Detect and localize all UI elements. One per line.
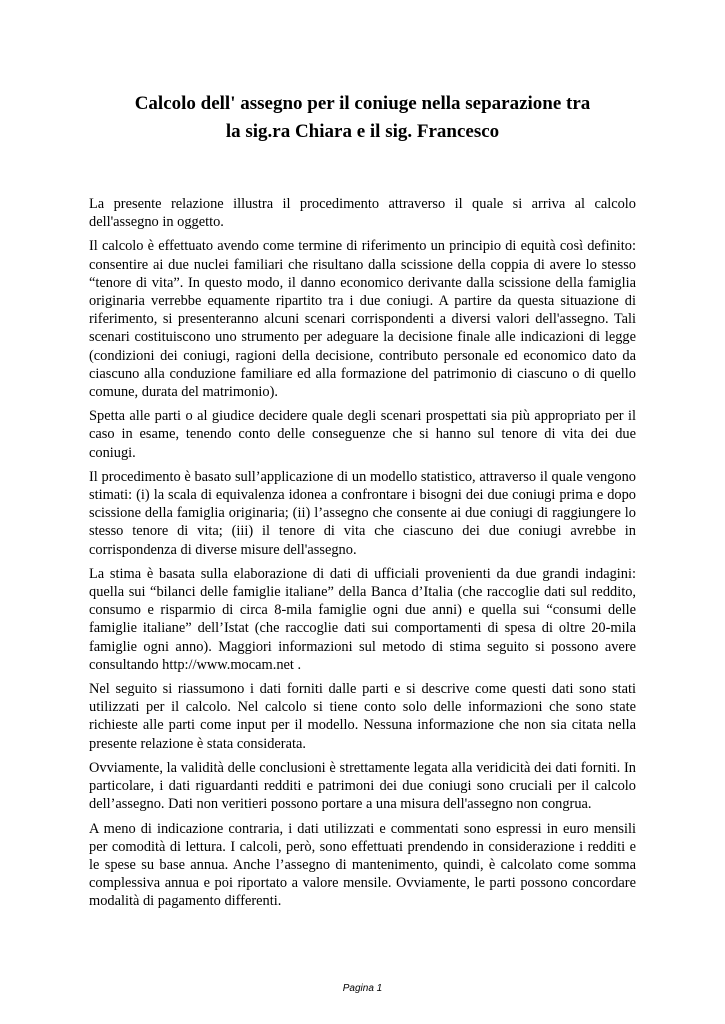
paragraph-data-sources: La stima è basata sulla elaborazione di dati di ufficiali provenienti da due grandi indagini: quella sui “bilanci delle famiglie italiane” della Banca d’Italia (che raccoglie dati sul reddito, consumo e risparmio di circa 8-mila famiglie ogni due anni) e quella sui “consumi delle famiglie italiane” dell’Istat (che raccoglie dati sui comportamenti di spesa di oltre 20-mila famiglie ogni anno). Maggiori informazioni sul metodo di stima seguito si possono avere consultando http://www.mocam.net . (89, 565, 636, 673)
page-number: Pagina 1 (342, 983, 383, 994)
paragraph-statistical-model: Il procedimento è basato sull’applicazione di un modello statistico, attraverso il quale vengono stimati: (i) la scala di equivalenza idonea a confrontare i bisogni dei due coniugi prima e dopo scissione della famiglia originaria; (ii) l’assegno che consente ai due coniugi di raggiungere lo stesso tenore di vita; (iii) il tenore di vita che ciascuno dei due coniugi avrebbe in corrispondenza di diverse misure dell'assegno. (89, 468, 636, 558)
paragraph-monthly-values: A meno di indicazione contraria, i dati utilizzati e commentati sono espressi in euro mensili per comodità di lettura. I calcoli, però, sono effettuati prendendo in considerazione i redditi e le spese su base annua. Anche l’assegno di mantenimento, quindi, è calcolato come somma complessiva annua e poi riportato a valore mensile. Ovviamente, le parti possono concordare modalità di pagamento differenti. (89, 820, 636, 910)
title-line-2: la sig.ra Chiara e il sig. Francesco (225, 121, 500, 142)
paragraph-data-summary: Nel seguito si riassumono i dati forniti dalle parti e si descrive come questi dati sono stati utilizzati per il calcolo. Nel calcolo si tiene conto solo delle informazioni che sono state richieste alle parti come input per il modello. Nessuna informazione che non sia citata nella presente relazione è stata considerata. (89, 681, 636, 752)
document-body (89, 195, 636, 917)
paragraph-intro: La presente relazione illustra il procedimento attraverso il quale si arriva al calcolo dell'assegno in oggetto. (89, 196, 636, 231)
document-title (70, 90, 655, 146)
paragraph-scenarios: Spetta alle parti o al giudice decidere quale degli scenari prospettati sia più appropriato per il caso in esame, tenendo conto delle conseguenze che si hanno sul tenore di vita dei due coniugi. (89, 408, 636, 461)
paragraph-validity: Ovviamente, la validità delle conclusioni è strettamente legata alla veridicità dei dati forniti. In particolare, i dati riguardanti redditi e patrimoni dei due coniugi sono cruciali per il calcolo dell’assegno. Dati non veritieri possono portare a una misura dell'assegno non congrua. (89, 759, 636, 813)
paragraph-equity-principle: Il calcolo è effettuato avendo come termine di riferimento un principio di equità così definito: consentire ai due nuclei familiari che risultano dalla scissione della coppia di avere lo stesso “tenore di vita”. In questo modo, il danno economico derivante dalla scissione della famiglia originaria verrebbe equamente ripartito tra i due coniugi. A partire da questa situazione di riferimento, si presenteranno alcuni scenari corrispondenti a diversi valori dell'assegno. Tali scenari costituiscono uno strumento per adeguare la decisione finale alle indicazioni di legge (condizioni dei coniugi, ragioni della decisione, contributo personale ed economico dato da ciascuno alla conduzione familiare ed alla formazione del patrimonio di ciascuno o di quello comune, durata del matrimonio). (89, 238, 636, 401)
title-line-1: Calcolo dell' assegno per il coniuge nella separazione tra (134, 93, 591, 114)
